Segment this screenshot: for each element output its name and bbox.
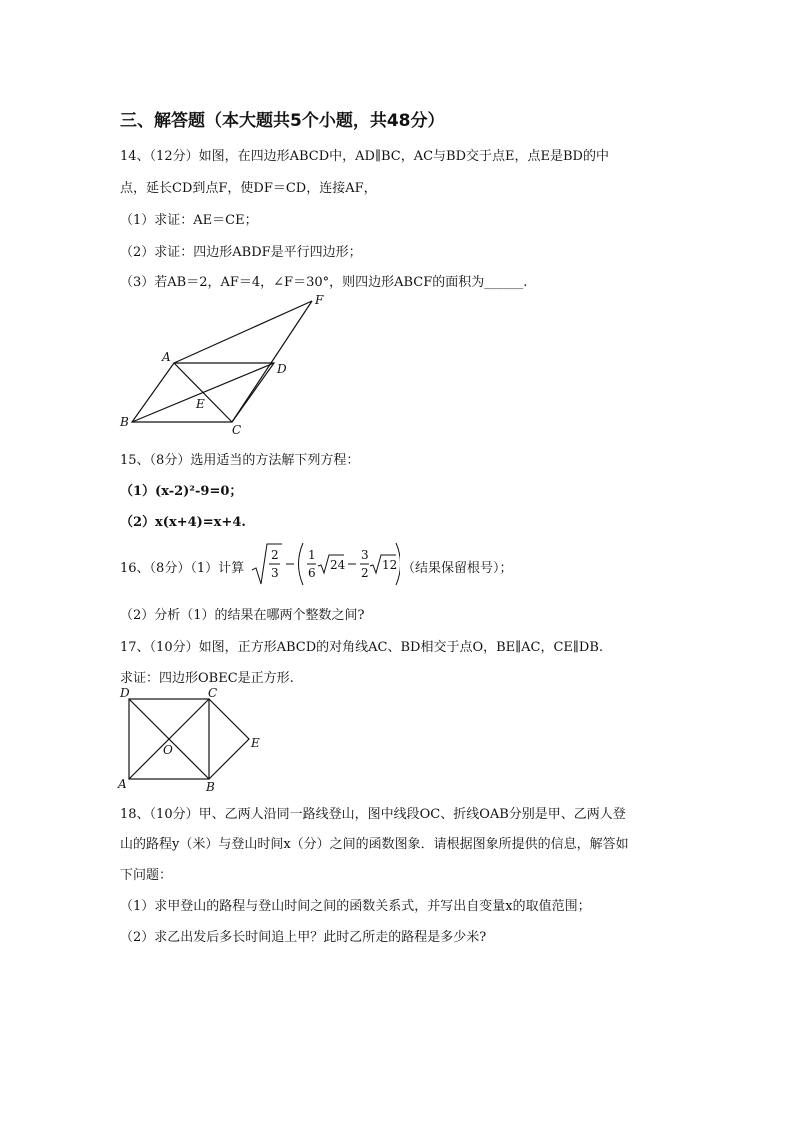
q16-expression [250, 540, 400, 588]
q18-line3: 下问题： [120, 868, 173, 883]
label-d: D [120, 686, 130, 700]
label-b: B [120, 415, 129, 429]
q14-line2: 点，延长CD到点F，使DF＝CD，连接AF， [120, 181, 377, 196]
label-a: A [162, 350, 171, 364]
q16-prefix: 16、（8分）（1）计算 [120, 561, 245, 576]
label-c: C [208, 686, 218, 700]
label-c: C [232, 423, 242, 437]
q14-part3: （3）若AB＝2，AF＝4，∠F＝30°，则四边形ABCF的面积为______. [120, 275, 528, 290]
section-title: 三、解答题（本大题共5个小题，共48分） [120, 111, 445, 131]
label-e: E [251, 736, 260, 750]
q14-part2: （2）求证：四边形ABDF是平行四边形； [120, 245, 362, 260]
q17-line1: 17、（10分）如图，正方形ABCD的对角线AC、BD相交于点O，BE∥AC，CE∥DB. [120, 640, 604, 655]
frac2-numerator: 1 [308, 548, 316, 562]
frac1-denominator: 3 [271, 566, 279, 580]
q16-suffix: （结果保留根号）； [402, 561, 513, 576]
q15-part1: （1）(x-2)²-9=0； [120, 484, 243, 499]
label-b: B [206, 780, 215, 794]
q18-line1: 18、（10分）甲、乙两人沿同一路线登山，图中线段OC、折线OAB分别是甲、乙两人登 [120, 807, 626, 822]
frac3-numerator: 3 [361, 548, 369, 562]
radicand-12: 12 [382, 558, 398, 572]
q18-line2: 山的路程y（米）与登山时间x（分）之间的函数图象．请根据图象所提供的信息，解答如 [120, 837, 629, 852]
q14-part1: （1）求证：AE＝CE； [120, 213, 258, 228]
left-paren [299, 543, 304, 585]
q17-figure [114, 685, 274, 795]
q18-part1: （1）求甲登山的路程与登山时间之间的函数关系式，并写出自变量x的取值范围； [120, 899, 591, 914]
q16-part2: （2）分析（1）的结果在哪两个整数之间? [120, 608, 365, 623]
frac2-denominator: 6 [308, 566, 316, 580]
q15-line1: 15、（8分）选用适当的方法解下列方程： [120, 453, 360, 468]
q15-part2: （2）x(x+4)=x+4. [120, 515, 246, 530]
frac1-numerator: 2 [271, 548, 279, 562]
q14-line1: 14、（12分）如图，在四边形ABCD中，AD∥BC，AC与BD交于点E，点E是BD的中 [120, 149, 609, 164]
q18-part2: （2）求乙出发后多长时间追上甲？此时乙所走的路程是多少米? [120, 930, 487, 945]
q17-line2: 求证：四边形OBEC是正方形. [120, 671, 294, 686]
segments-ce-be [209, 699, 249, 779]
label-o: O [163, 743, 173, 757]
label-d: D [277, 362, 287, 376]
label-a: A [118, 777, 127, 791]
label-e: E [196, 397, 205, 411]
label-f: F [315, 293, 324, 307]
q14-figure [112, 290, 342, 440]
frac3-denominator: 2 [361, 566, 369, 580]
radicand-24: 24 [330, 558, 346, 572]
